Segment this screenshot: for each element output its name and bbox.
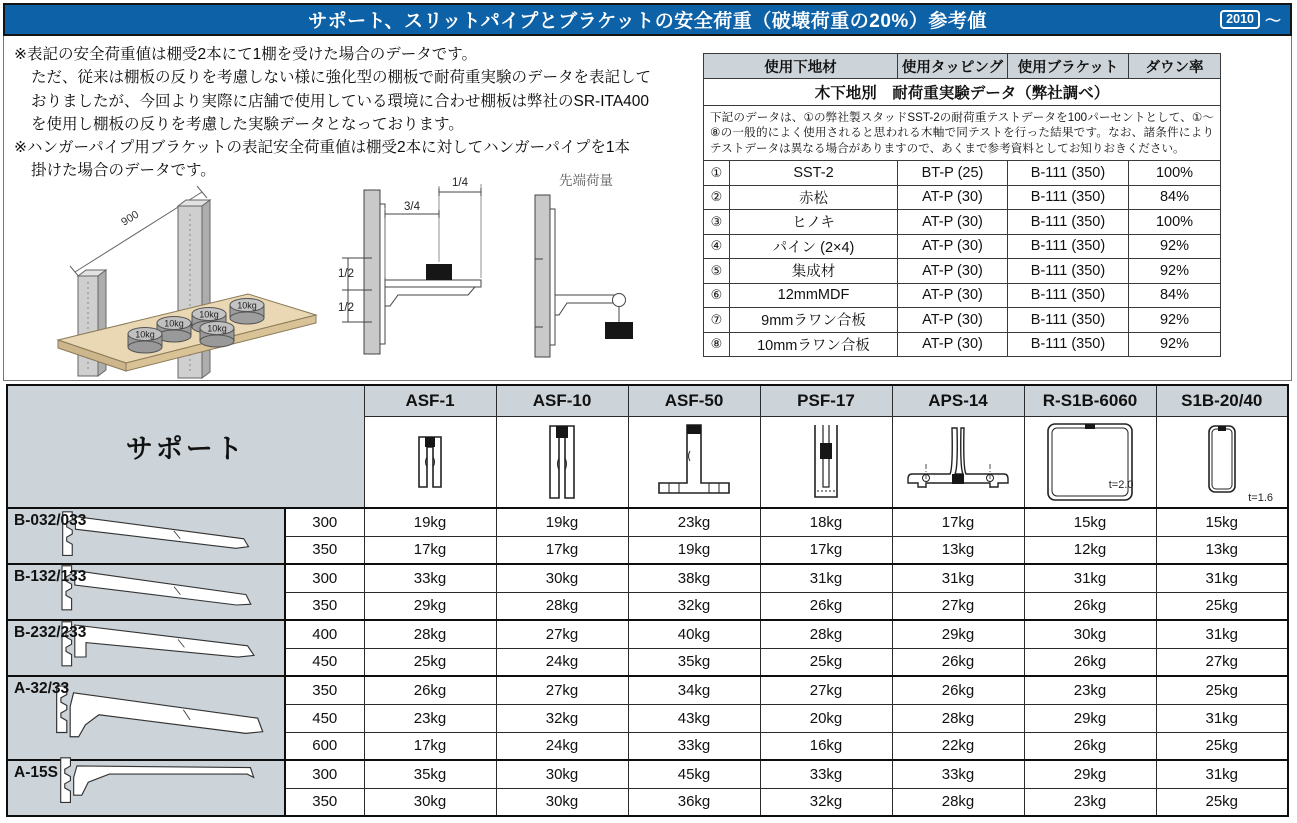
asf-10-profile-cell bbox=[496, 416, 628, 508]
col-asf-50: ASF-50 bbox=[628, 385, 760, 416]
load-value-cell: 17kg bbox=[892, 508, 1024, 536]
load-value-cell: 33kg bbox=[760, 760, 892, 788]
wood-table-row bbox=[704, 332, 1221, 357]
notes-block bbox=[14, 43, 651, 183]
dim-half-upper-label: 1/2 bbox=[338, 268, 354, 280]
load-value-cell: 17kg bbox=[496, 536, 628, 564]
support-data-row bbox=[7, 508, 1288, 536]
wood-rate-cell: 92% bbox=[1129, 332, 1221, 357]
size-cell: 300 bbox=[285, 760, 364, 788]
s1b-20-40-profile-icon bbox=[1192, 423, 1252, 501]
load-value-cell: 25kg bbox=[1156, 676, 1288, 704]
asf-1-profile-cell bbox=[364, 416, 496, 508]
wood-bracket-cell: B-111 (350) bbox=[1008, 210, 1129, 235]
col-r-s1b-6060: R-S1B-6060 bbox=[1024, 385, 1156, 416]
wood-material-cell: パイン (2×4) bbox=[730, 234, 898, 259]
load-value-cell: 17kg bbox=[364, 536, 496, 564]
psf-17-profile-icon bbox=[798, 421, 854, 503]
col-aps-14: APS-14 bbox=[892, 385, 1024, 416]
support-data-row bbox=[7, 676, 1288, 704]
wood-col-rate: ダウン率 bbox=[1129, 54, 1221, 79]
load-value-cell: 30kg bbox=[1024, 620, 1156, 648]
load-value-cell: 15kg bbox=[1156, 508, 1288, 536]
year-badge-group bbox=[1220, 5, 1281, 34]
wood-bracket-cell: B-111 (350) bbox=[1008, 234, 1129, 259]
year-badge: 2010 bbox=[1220, 10, 1260, 29]
size-cell: 350 bbox=[285, 788, 364, 816]
load-value-cell: 31kg bbox=[1156, 564, 1288, 592]
wood-no-cell: ① bbox=[704, 161, 730, 186]
load-value-cell: 18kg bbox=[760, 508, 892, 536]
group-name: B-032/033 bbox=[14, 512, 87, 529]
weight-label: 10kg bbox=[237, 300, 257, 311]
tip-diagram-drawing bbox=[501, 169, 666, 381]
wood-table-head bbox=[704, 54, 1221, 79]
load-value-cell: 23kg bbox=[628, 508, 760, 536]
wood-tapping-cell: BT-P (25) bbox=[898, 161, 1008, 186]
note-line: 掛けた場合のデータです。 bbox=[31, 162, 216, 180]
load-value-cell: 13kg bbox=[1156, 536, 1288, 564]
upper-content-frame bbox=[3, 36, 1292, 381]
load-value-cell: 26kg bbox=[760, 592, 892, 620]
wood-tapping-cell: AT-P (30) bbox=[898, 308, 1008, 333]
load-value-cell: 40kg bbox=[628, 620, 760, 648]
load-value-cell: 30kg bbox=[496, 788, 628, 816]
load-value-cell: 22kg bbox=[892, 732, 1024, 760]
load-value-cell: 23kg bbox=[1024, 676, 1156, 704]
wood-no-cell: ⑤ bbox=[704, 259, 730, 284]
wood-table-row bbox=[704, 185, 1221, 210]
wood-table-row bbox=[704, 161, 1221, 186]
tilde-mark: ～ bbox=[1264, 13, 1281, 30]
wood-material-cell: 10mmラワン合板 bbox=[730, 332, 898, 357]
load-value-cell: 27kg bbox=[1156, 648, 1288, 676]
load-value-cell: 26kg bbox=[364, 676, 496, 704]
wood-rate-cell: 100% bbox=[1129, 161, 1221, 186]
dim-quarter-label: 1/4 bbox=[452, 177, 468, 189]
load-value-cell: 23kg bbox=[1024, 788, 1156, 816]
wood-table-row bbox=[704, 259, 1221, 284]
load-value-cell: 29kg bbox=[364, 592, 496, 620]
load-value-cell: 32kg bbox=[496, 704, 628, 732]
load-value-cell: 17kg bbox=[760, 536, 892, 564]
load-value-cell: 31kg bbox=[1024, 564, 1156, 592]
load-value-cell: 26kg bbox=[892, 648, 1024, 676]
title-bar bbox=[3, 3, 1292, 36]
load-value-cell: 31kg bbox=[1156, 704, 1288, 732]
wood-material-cell: 赤松 bbox=[730, 185, 898, 210]
size-cell: 350 bbox=[285, 536, 364, 564]
wood-tapping-cell: AT-P (30) bbox=[898, 210, 1008, 235]
load-value-cell: 30kg bbox=[496, 564, 628, 592]
wood-material-cell: SST-2 bbox=[730, 161, 898, 186]
load-value-cell: 26kg bbox=[1024, 648, 1156, 676]
wood-no-cell: ⑥ bbox=[704, 283, 730, 308]
load-value-cell: 32kg bbox=[628, 592, 760, 620]
load-value-cell: 38kg bbox=[628, 564, 760, 592]
load-value-cell: 33kg bbox=[892, 760, 1024, 788]
aps-14-profile-cell bbox=[892, 416, 1024, 508]
col-asf-10: ASF-10 bbox=[496, 385, 628, 416]
wood-tapping-cell: AT-P (30) bbox=[898, 234, 1008, 259]
size-cell: 350 bbox=[285, 676, 364, 704]
load-value-cell: 30kg bbox=[496, 760, 628, 788]
load-value-cell: 20kg bbox=[760, 704, 892, 732]
wood-no-cell: ⑦ bbox=[704, 308, 730, 333]
size-cell: 450 bbox=[285, 704, 364, 732]
load-value-cell: 32kg bbox=[760, 788, 892, 816]
asf-50-profile-cell bbox=[628, 416, 760, 508]
note-line: ※ハンガーパイプ用ブラケットの表記安全荷重値は棚受2本に対してハンガーパイプを1本 bbox=[14, 139, 630, 156]
wood-table-row bbox=[704, 234, 1221, 259]
asf-1-profile-icon bbox=[402, 431, 458, 493]
load-value-cell: 36kg bbox=[628, 788, 760, 816]
group-label-cell bbox=[7, 676, 285, 760]
bracket-drawing bbox=[38, 753, 278, 813]
load-value-cell: 35kg bbox=[628, 648, 760, 676]
shelf-diagram-drawing bbox=[12, 176, 342, 381]
load-value-cell: 33kg bbox=[628, 732, 760, 760]
load-value-cell: 43kg bbox=[628, 704, 760, 732]
asf-10-profile-icon bbox=[534, 422, 590, 502]
note-line: ※表記の安全荷重値は棚受2本にて1棚を受けた場合のデータです。 bbox=[14, 46, 477, 63]
thickness-label-s1b: t=1.6 bbox=[1248, 492, 1273, 504]
wood-material-cell: 9mmラワン合板 bbox=[730, 308, 898, 333]
support-data-row bbox=[7, 564, 1288, 592]
load-value-cell: 26kg bbox=[1024, 592, 1156, 620]
load-value-cell: 31kg bbox=[892, 564, 1024, 592]
note-line: を使用し棚板の反りを考慮した実験データとなっております。 bbox=[31, 115, 464, 133]
size-cell: 400 bbox=[285, 620, 364, 648]
wood-no-cell: ③ bbox=[704, 210, 730, 235]
support-data-row bbox=[7, 760, 1288, 788]
wood-bracket-cell: B-111 (350) bbox=[1008, 332, 1129, 357]
r-s1b-6060-profile-cell bbox=[1024, 416, 1156, 508]
weight-label: 10kg bbox=[207, 323, 227, 334]
support-data-row bbox=[7, 620, 1288, 648]
load-value-cell: 27kg bbox=[496, 620, 628, 648]
load-value-cell: 25kg bbox=[760, 648, 892, 676]
load-value-cell: 28kg bbox=[364, 620, 496, 648]
support-corner-label: サポート bbox=[7, 385, 364, 508]
s1b-20-40-profile-cell bbox=[1156, 416, 1288, 508]
asf-50-profile-icon bbox=[644, 421, 744, 503]
group-name: B-132/133 bbox=[14, 568, 87, 585]
load-value-cell: 33kg bbox=[364, 564, 496, 592]
wood-rate-cell: 92% bbox=[1129, 259, 1221, 284]
load-value-cell: 27kg bbox=[496, 676, 628, 704]
wood-rate-cell: 100% bbox=[1129, 210, 1221, 235]
load-value-cell: 15kg bbox=[1024, 508, 1156, 536]
load-value-cell: 26kg bbox=[892, 676, 1024, 704]
group-label-cell bbox=[7, 760, 285, 816]
psf-17-profile-cell bbox=[760, 416, 892, 508]
support-load-table bbox=[6, 384, 1289, 817]
wood-rate-cell: 84% bbox=[1129, 185, 1221, 210]
dim-900-label: 900 bbox=[119, 208, 142, 229]
size-cell: 600 bbox=[285, 732, 364, 760]
wood-substrate-table bbox=[703, 53, 1221, 357]
group-name: A-15S bbox=[14, 764, 58, 781]
wood-material-cell: 集成材 bbox=[730, 259, 898, 284]
wood-bracket-cell: B-111 (350) bbox=[1008, 185, 1129, 210]
load-value-cell: 28kg bbox=[496, 592, 628, 620]
wood-tapping-cell: AT-P (30) bbox=[898, 259, 1008, 284]
group-name: B-232/233 bbox=[14, 624, 87, 641]
wood-no-cell: ⑧ bbox=[704, 332, 730, 357]
load-value-cell: 16kg bbox=[760, 732, 892, 760]
load-value-cell: 23kg bbox=[364, 704, 496, 732]
tip-load-diagram bbox=[501, 169, 666, 381]
load-value-cell: 27kg bbox=[892, 592, 1024, 620]
shelf-load-diagram bbox=[12, 176, 342, 381]
weight-label: 10kg bbox=[164, 318, 184, 329]
load-value-cell: 31kg bbox=[1156, 620, 1288, 648]
load-value-cell: 17kg bbox=[364, 732, 496, 760]
col-psf-17: PSF-17 bbox=[760, 385, 892, 416]
wood-bracket-cell: B-111 (350) bbox=[1008, 161, 1129, 186]
load-value-cell: 28kg bbox=[892, 704, 1024, 732]
load-value-cell: 29kg bbox=[1024, 704, 1156, 732]
wood-table-row bbox=[704, 283, 1221, 308]
wood-col-bracket: 使用ブラケット bbox=[1008, 54, 1129, 79]
load-value-cell: 25kg bbox=[1156, 732, 1288, 760]
load-value-cell: 45kg bbox=[628, 760, 760, 788]
wood-material-cell: 12mmMDF bbox=[730, 283, 898, 308]
wood-table-row bbox=[704, 308, 1221, 333]
wood-col-tapping: 使用タッピング bbox=[898, 54, 1008, 79]
group-label-cell bbox=[7, 508, 285, 564]
size-cell: 300 bbox=[285, 508, 364, 536]
wood-bracket-cell: B-111 (350) bbox=[1008, 308, 1129, 333]
dim-three-quarter-label: 3/4 bbox=[404, 201, 420, 213]
load-value-cell: 34kg bbox=[628, 676, 760, 704]
size-cell: 350 bbox=[285, 592, 364, 620]
dim-half-lower-label: 1/2 bbox=[338, 302, 354, 314]
load-value-cell: 25kg bbox=[1156, 788, 1288, 816]
size-cell: 450 bbox=[285, 648, 364, 676]
weight-label: 10kg bbox=[135, 329, 155, 340]
load-value-cell: 30kg bbox=[364, 788, 496, 816]
wood-material-cell: ヒノキ bbox=[730, 210, 898, 235]
group-label-cell bbox=[7, 564, 285, 620]
wood-table-row bbox=[704, 210, 1221, 235]
group-label-cell bbox=[7, 620, 285, 676]
wood-bracket-cell: B-111 (350) bbox=[1008, 283, 1129, 308]
wood-col-material: 使用下地材 bbox=[704, 54, 898, 79]
aps-14-profile-icon bbox=[903, 422, 1013, 502]
load-value-cell: 19kg bbox=[628, 536, 760, 564]
load-value-cell: 35kg bbox=[364, 760, 496, 788]
col-asf-1: ASF-1 bbox=[364, 385, 496, 416]
load-value-cell: 29kg bbox=[1024, 760, 1156, 788]
load-value-cell: 25kg bbox=[1156, 592, 1288, 620]
wood-no-cell: ④ bbox=[704, 234, 730, 259]
bracket-drawing bbox=[38, 681, 278, 757]
wood-tapping-cell: AT-P (30) bbox=[898, 332, 1008, 357]
load-value-cell: 24kg bbox=[496, 732, 628, 760]
wood-table-body bbox=[704, 161, 1221, 357]
load-value-cell: 28kg bbox=[760, 620, 892, 648]
load-value-cell: 24kg bbox=[496, 648, 628, 676]
r-s1b-6060-profile-icon bbox=[1038, 420, 1142, 504]
weight-label: 10kg bbox=[199, 309, 219, 320]
load-value-cell: 28kg bbox=[892, 788, 1024, 816]
load-value-cell: 31kg bbox=[1156, 760, 1288, 788]
wood-rate-cell: 92% bbox=[1129, 308, 1221, 333]
wood-table-note: 下記のデータは、①の弊社製スタッドSST-2の耐荷重テストデータを100パーセントとして、①～⑧の一般的によく使用されると思われる木軸で同テストを行った結果です。なお、諸条件によりテストデータは異なる場合がありますので、あくまで参考資料としてお知りおきください。 bbox=[704, 106, 1221, 161]
wood-rate-cell: 84% bbox=[1129, 283, 1221, 308]
load-value-cell: 27kg bbox=[760, 676, 892, 704]
group-name: A-32/33 bbox=[14, 680, 70, 697]
thickness-label-r-s1b: t=2.0 bbox=[1108, 479, 1134, 491]
tip-load-label: 先端荷量 bbox=[559, 173, 613, 188]
load-value-cell: 29kg bbox=[892, 620, 1024, 648]
load-value-cell: 19kg bbox=[496, 508, 628, 536]
load-value-cell: 13kg bbox=[892, 536, 1024, 564]
load-value-cell: 26kg bbox=[1024, 732, 1156, 760]
load-value-cell: 12kg bbox=[1024, 536, 1156, 564]
load-value-cell: 19kg bbox=[364, 508, 496, 536]
load-value-cell: 31kg bbox=[760, 564, 892, 592]
note-line: おりましたが、今回より実際に店舗で使用している環境に合わせ棚板は弊社のSR-ITA400 bbox=[31, 92, 650, 110]
wood-bracket-cell: B-111 (350) bbox=[1008, 259, 1129, 284]
load-value-cell: 25kg bbox=[364, 648, 496, 676]
size-cell: 300 bbox=[285, 564, 364, 592]
support-table-body bbox=[7, 508, 1288, 816]
wood-rate-cell: 92% bbox=[1129, 234, 1221, 259]
wood-tapping-cell: AT-P (30) bbox=[898, 185, 1008, 210]
note-line: ただ、従来は棚板の反りを考慮しない様に強化型の棚板で耐荷重実験のデータを表記して bbox=[31, 69, 652, 87]
page-title: サポート、スリットパイプとブラケットの安全荷重（破壊荷重の20%）参考値 bbox=[308, 11, 987, 32]
wood-table-title: 木下地別 耐荷重実験データ（弊社調べ） bbox=[704, 79, 1221, 106]
col-s1b-20-40: S1B-20/40 bbox=[1156, 385, 1288, 416]
wood-no-cell: ② bbox=[704, 185, 730, 210]
wood-tapping-cell: AT-P (30) bbox=[898, 283, 1008, 308]
